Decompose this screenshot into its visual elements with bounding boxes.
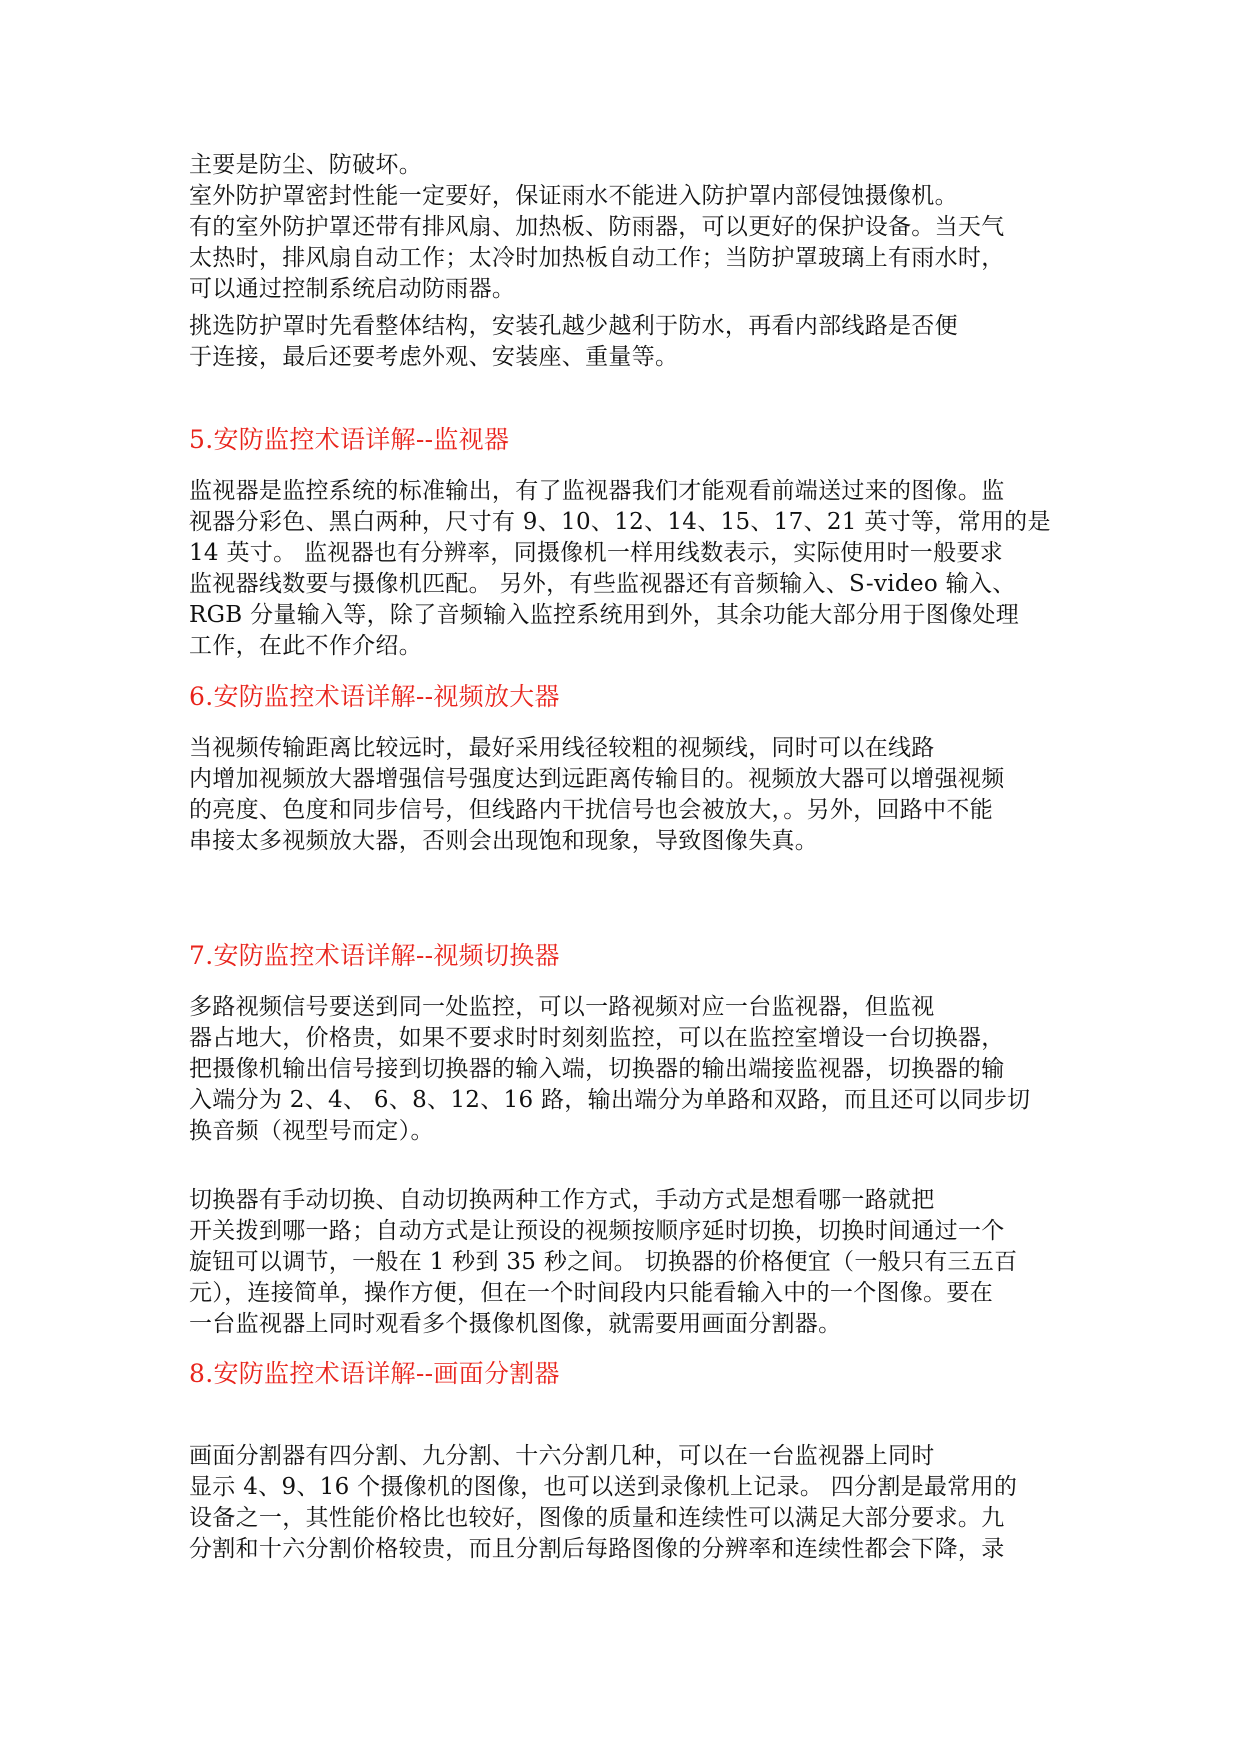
section-7-p2-line-1: 切换器有手动切换、自动切换两种工作方式，手动方式是想看哪一路就把 bbox=[189, 1187, 935, 1213]
section-6-line-1: 当视频传输距离比较远时，最好采用线径较粗的视频线，同时可以在线路 bbox=[189, 735, 935, 761]
section-8-line-3: 设备之一，其性能价格比也较好，图像的质量和连续性可以满足大部分要求。九 bbox=[189, 1505, 1005, 1531]
section-7-heading: 7.安防监控术语详解--视频切换器 bbox=[189, 941, 560, 970]
section-5-line-6: 工作，在此不作介绍。 bbox=[189, 633, 422, 659]
section-5-line-4: 监视器线数要与摄像机匹配。 另外，有些监视器还有音频输入、S-video 输入、 bbox=[189, 571, 1016, 597]
section-6-line-4: 串接太多视频放大器，否则会出现饱和现象，导致图像失真。 bbox=[189, 828, 819, 854]
section-5-line-5: RGB 分量输入等，除了音频输入监控系统用到外，其余功能大部分用于图像处理 bbox=[189, 602, 1020, 628]
section-8-heading: 8.安防监控术语详解--画面分割器 bbox=[189, 1359, 560, 1388]
intro-line-6: 挑选防护罩时先看整体结构，安装孔越少越利于防水，再看内部线路是否便 bbox=[189, 313, 958, 339]
section-7-p1-line-4: 入端分为 2、4、 6、8、12、16 路，输出端分为单路和双路，而且还可以同步切 bbox=[189, 1087, 1031, 1113]
section-8-line-4: 分割和十六分割价格较贵，而且分割后每路图像的分辨率和连续性都会下降，录 bbox=[189, 1536, 1005, 1562]
section-5-line-1: 监视器是监控系统的标准输出，有了监视器我们才能观看前端送过来的图像。监 bbox=[189, 478, 1005, 504]
intro-line-2: 室外防护罩密封性能一定要好，保证雨水不能进入防护罩内部侵蚀摄像机。 bbox=[189, 183, 958, 209]
section-5-line-3: 14 英寸。 监视器也有分辨率，同摄像机一样用线数表示，实际使用时一般要求 bbox=[189, 540, 1003, 566]
section-7-p2-line-3: 旋钮可以调节，一般在 1 秒到 35 秒之间。 切换器的价格便宜（一般只有三五百 bbox=[189, 1249, 1018, 1275]
section-6-line-3: 的亮度、色度和同步信号，但线路内干扰信号也会被放大，。另外，回路中不能 bbox=[189, 797, 993, 823]
intro-line-7: 于连接，最后还要考虑外观、安装座、重量等。 bbox=[189, 344, 679, 370]
intro-line-3: 有的室外防护罩还带有排风扇、加热板、防雨器，可以更好的保护设备。当天气 bbox=[189, 214, 1005, 240]
intro-line-5: 可以通过控制系统启动防雨器。 bbox=[189, 276, 516, 302]
intro-line-1: 主要是防尘、防破坏。 bbox=[189, 152, 422, 178]
section-8-line-2: 显示 4、9、16 个摄像机的图像，也可以送到录像机上记录。 四分割是最常用的 bbox=[189, 1474, 1018, 1500]
section-6-heading: 6.安防监控术语详解--视频放大器 bbox=[189, 682, 560, 711]
section-7-p2-line-5: 一台监视器上同时观看多个摄像机图像，就需要用画面分割器。 bbox=[189, 1311, 842, 1337]
section-7-p1-line-1: 多路视频信号要送到同一处监控，可以一路视频对应一台监视器，但监视 bbox=[189, 994, 935, 1020]
section-7-p1-line-3: 把摄像机输出信号接到切换器的输入端，切换器的输出端接监视器，切换器的输 bbox=[189, 1056, 1005, 1082]
section-7-p2-line-2: 开关拨到哪一路；自动方式是让预设的视频按顺序延时切换，切换时间通过一个 bbox=[189, 1218, 1005, 1244]
section-6-line-2: 内增加视频放大器增强信号强度达到远距离传输目的。视频放大器可以增强视频 bbox=[189, 766, 1005, 792]
section-7-p2-line-4: 元），连接简单，操作方便，但在一个时间段内只能看输入中的一个图像。要在 bbox=[189, 1280, 993, 1306]
section-7-p1-line-2: 器占地大，价格贵，如果不要求时时刻刻监控，可以在监控室增设一台切换器， bbox=[189, 1025, 1005, 1051]
section-8-line-1: 画面分割器有四分割、九分割、十六分割几种，可以在一台监视器上同时 bbox=[189, 1443, 935, 1469]
section-5-heading: 5.安防监控术语详解--监视器 bbox=[189, 425, 510, 454]
section-7-p1-line-5: 换音频（视型号而定）。 bbox=[189, 1118, 434, 1144]
intro-line-4: 太热时，排风扇自动工作；太冷时加热板自动工作；当防护罩玻璃上有雨水时， bbox=[189, 245, 1005, 271]
section-5-line-2: 视器分彩色、黑白两种，尺寸有 9、10、12、14、15、17、21 英寸等，常用的是 bbox=[189, 509, 1051, 535]
